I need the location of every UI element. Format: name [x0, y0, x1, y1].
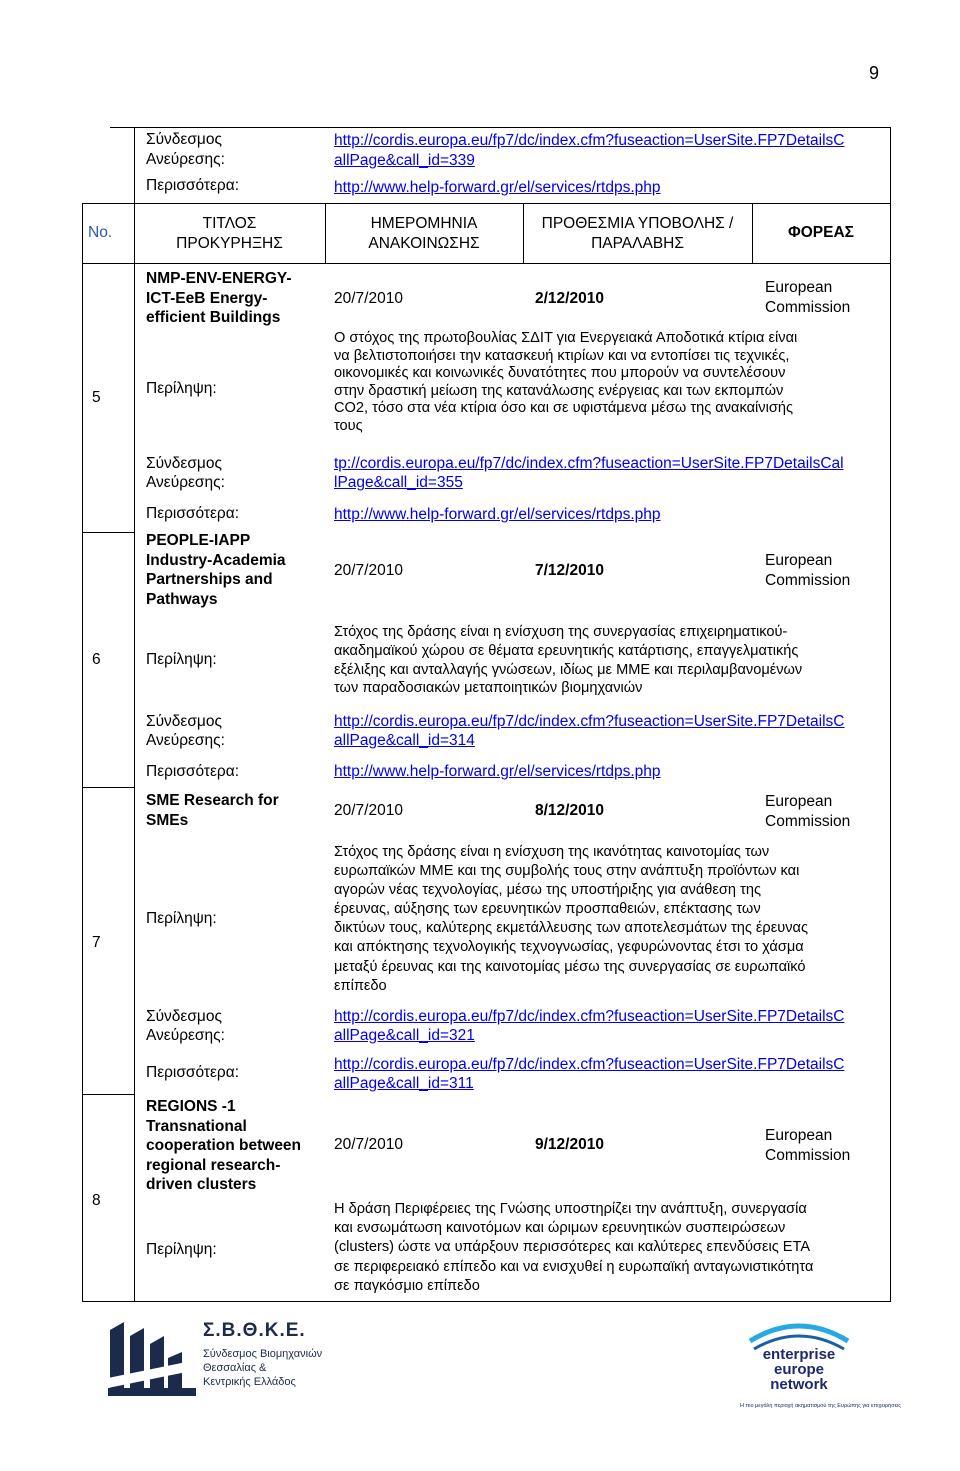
- funding-body: European Commission: [765, 279, 851, 316]
- more-url-2[interactable]: allPage&call_id=311: [334, 1075, 474, 1092]
- een-wordmark: enterprise europe network: [762, 1346, 836, 1393]
- summary-label: Περίληψη:: [146, 651, 217, 668]
- deadline-date: 2/12/2010: [535, 290, 604, 307]
- prev-link-url-2[interactable]: allPage&call_id=339: [334, 152, 475, 169]
- link-label-1: Σύνδεσμος: [146, 713, 222, 730]
- row-number: 7: [92, 934, 101, 951]
- sbthke-logo: [108, 1318, 323, 1398]
- link-url-1[interactable]: tp://cordis.europa.eu/fp7/dc/index.cfm?fuseaction=UserSite.FP7DetailsCal: [334, 455, 844, 472]
- funding-body: European Commission: [765, 552, 851, 589]
- prev-more-label: Περισσότερα:: [146, 177, 240, 194]
- link-url-2[interactable]: lPage&call_id=355: [334, 474, 463, 491]
- summary-label: Περίληψη:: [146, 910, 217, 927]
- logo-subtitle: Σύνδεσμος Βιομηχανιών Θεσσαλίας & Κεντρικής Ελλάδος: [203, 1348, 323, 1388]
- row-title: PEOPLE-IAPP Industry-Academia Partnerships and Pathways: [146, 532, 286, 608]
- prev-link-url-1[interactable]: http://cordis.europa.eu/fp7/dc/index.cfm?fuseaction=UserSite.FP7DetailsC: [334, 132, 845, 149]
- header-date: ΗΜΕΡΟΜΗΝΙΑ ΑΝΑΚΟΙΝΩΣΗΣ: [368, 215, 480, 252]
- prev-link-label-2: Ανεύρεσης:: [146, 151, 225, 168]
- more-url[interactable]: http://www.help-forward.gr/el/services/rtdps.php: [334, 506, 661, 523]
- summary-text: Ο στόχος της πρωτοβουλίας ΣΔΙΤ για Ενεργειακά Αποδοτικά κτίρια είναι να βελτιστοποιήσει την κατασκευή κτιρίων και να εντοπίσει τις τεχνικές, οικονομικές και κοινωνικές δυνατότητες που μπορούν να συντελέσουν στην δραστική μείωση της κατανάλωσης ενέργειας και των εκπομπών CO2, τόσο στα νέα κτίρια όσο και σε υφιστάμενα μέσω της ανακαίνισής τους: [334, 330, 798, 434]
- een-caption: Η πιο μεγάλη περιοχή ακηματισμού της Ευρώπης για επιχειρήσεις: [740, 1403, 901, 1409]
- summary-text: Στόχος της δράσης είναι η ενίσχυση της ικανότητας καινοτομίας των ευρωπαϊκών ΜΜΕ και της συμβολής τους στην ανάπτυξη προϊόντων και αγορών νέας τεχνολογίας, μέσω της υποστήριξης για ανάθεση της έρευνας, αύξησης των ερευνητικών προσπαθειών, επέκτασης των δικτύων τους, καλύτερης εκμετάλλευσης των αποτελεσμάτων της έρευνας και απόκτησης τεχνολογικής τεχνογνωσίας, γεφυρώνοντας έτσι το χάσμα μεταξύ έρευνας και της καινοτομίας μέσω της συνεργασίας σε ευρωπαϊκό επίπεδο: [334, 844, 808, 994]
- announcement-date: 20/7/2010: [334, 1136, 403, 1153]
- logo-title: Σ.Β.Θ.Κ.Ε.: [203, 1320, 306, 1341]
- link-url-2[interactable]: allPage&call_id=314: [334, 732, 475, 749]
- link-label-1: Σύνδεσμος: [146, 1008, 222, 1025]
- header-no: No.: [88, 224, 113, 241]
- page-number: 9: [869, 63, 880, 83]
- prev-more-url[interactable]: http://www.help-forward.gr/el/services/rtdps.php: [334, 179, 661, 196]
- deadline-date: 9/12/2010: [535, 1136, 604, 1153]
- link-url-1[interactable]: http://cordis.europa.eu/fp7/dc/index.cfm?fuseaction=UserSite.FP7DetailsC: [334, 1008, 845, 1025]
- deadline-date: 7/12/2010: [535, 562, 604, 579]
- summary-text: Η δράση Περιφέρειες της Γνώσης υποστηρίζει την ανάπτυξη, συνεργασία και ενσωμάτωση καινοτόμων και ώριμων ερευνητικών συσπειρώσεων (clusters) ώστε να υπάρξουν περισσότερες και καλύτερες επενδύσεις ΕΤΑ σε περιφερειακό επίπεδο και να ενισχυθεί η ευρωπαϊκή ανταγωνιστικότητα σε παγκόσμιο επίπεδο: [334, 1201, 814, 1294]
- prev-link-label-1: Σύνδεσμος: [146, 131, 222, 148]
- link-label-2: Ανεύρεσης:: [146, 1027, 225, 1044]
- more-url[interactable]: http://www.help-forward.gr/el/services/rtdps.php: [334, 763, 661, 780]
- row-title: SME Research for SMEs: [146, 792, 279, 829]
- summary-label: Περίληψη:: [146, 1241, 217, 1258]
- row-title: NMP-ENV-ENERGY- ICT-EeB Energy- efficient Buildings: [146, 270, 292, 326]
- header-deadline: ΠΡΟΘΕΣΜΙΑ ΥΠΟΒΟΛΗΣ / ΠΑΡΑΛΑΒΗΣ: [541, 215, 734, 252]
- link-url-1[interactable]: http://cordis.europa.eu/fp7/dc/index.cfm?fuseaction=UserSite.FP7DetailsC: [334, 713, 845, 730]
- link-url-2[interactable]: allPage&call_id=321: [334, 1027, 475, 1044]
- announcement-date: 20/7/2010: [334, 802, 403, 819]
- announcement-date: 20/7/2010: [334, 562, 403, 579]
- row-number: 8: [92, 1192, 101, 1209]
- more-url-1[interactable]: http://cordis.europa.eu/fp7/dc/index.cfm?fuseaction=UserSite.FP7DetailsC: [334, 1056, 845, 1073]
- row-number: 6: [92, 651, 101, 668]
- more-label: Περισσότερα:: [146, 1064, 240, 1081]
- header-title: ΤΙΤΛΟΣ ΠΡΟΚΥΡΗΞΗΣ: [176, 215, 283, 252]
- link-label-2: Ανεύρεσης:: [146, 732, 225, 749]
- summary-label: Περίληψη:: [146, 380, 217, 397]
- funding-body: European Commission: [765, 1127, 851, 1164]
- row-title: REGIONS -1 Transnational cooperation between regional research- driven clusters: [146, 1098, 302, 1193]
- row-number: 5: [92, 389, 101, 406]
- funding-body: European Commission: [765, 793, 851, 830]
- een-logo: [740, 1317, 901, 1417]
- more-label: Περισσότερα:: [146, 505, 240, 522]
- factory-icon: [108, 1318, 198, 1398]
- summary-text: Στόχος της δράσης είναι η ενίσχυση της συνεργασίας επιχειρηματικού- ακαδημαϊκού χώρου σε θέματα ερευνητικής κατάρτισης, επαγγελματικής εξέλιξης και ανταλλαγής γνώσεων, ιδίως με ΜΜΕ και περιλαμβανομένων των παραδοσιακών μεταποιητικών βιομηχανιών: [334, 624, 803, 697]
- more-label: Περισσότερα:: [146, 763, 240, 780]
- link-label-1: Σύνδεσμος: [146, 455, 222, 472]
- link-label-2: Ανεύρεσης:: [146, 474, 225, 491]
- header-body: ΦΟΡΕΑΣ: [788, 224, 854, 241]
- deadline-date: 8/12/2010: [535, 802, 604, 819]
- announcement-date: 20/7/2010: [334, 290, 403, 307]
